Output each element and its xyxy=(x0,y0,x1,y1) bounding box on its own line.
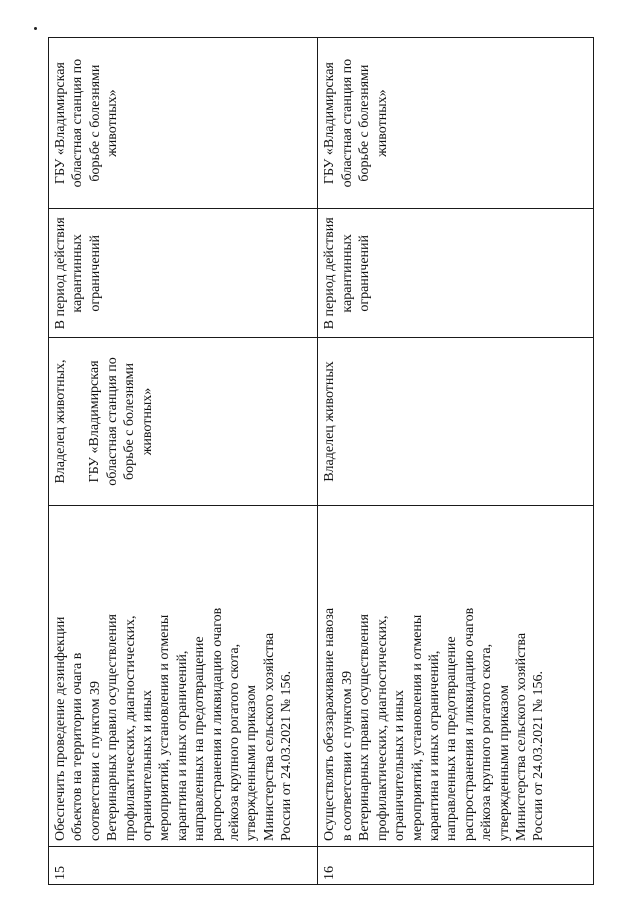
measure-line: соответствии с пунктом 39 xyxy=(87,681,103,841)
responsible-line: животных» xyxy=(374,89,390,157)
measure-line: карантина и иных ограничений, xyxy=(174,650,190,841)
measure-line: мероприятий, установления и отмены xyxy=(157,614,173,841)
rotated-table-wrapper xyxy=(48,37,594,885)
measure-line: лейкоза крупного рогатого скота, xyxy=(227,643,243,841)
term-line: карантинных xyxy=(339,234,355,313)
term-line: ограничений xyxy=(87,234,103,312)
responsible-line: областная станция по xyxy=(339,58,355,188)
row-number: 16 xyxy=(318,846,594,884)
measure-line: утвержденными приказом xyxy=(244,685,260,841)
measure-line: Осуществлять обеззараживание навоза xyxy=(322,607,338,841)
responsible-line: борьбе с болезнями xyxy=(357,64,373,182)
term-line: ограничений xyxy=(357,234,373,312)
scan-speck xyxy=(34,27,37,30)
measure-line: России от 24.03.2021 № 156. xyxy=(279,670,295,841)
executor-spacer xyxy=(69,343,86,499)
measure-line: ограничительных и иных xyxy=(140,690,156,841)
responsible-cell xyxy=(318,38,594,209)
executor-top: Владелец животных, xyxy=(53,359,68,484)
measure-line: Ветеринарных правил осуществления xyxy=(105,614,121,841)
measure-line: карантина и иных ограничений, xyxy=(426,650,442,841)
executor-line: ГБУ «Владимирская xyxy=(87,360,103,483)
measure-line: Министерства сельского хозяйства xyxy=(513,632,529,841)
measure-line: Обеспечить проведение дезинфекции xyxy=(53,616,68,841)
measure-line: объектов на территории очага в xyxy=(70,652,86,841)
table-row xyxy=(49,38,318,885)
responsible-cell xyxy=(49,38,318,209)
responsible-line: ГБУ «Владимирская xyxy=(53,62,68,185)
term-line: В период действия xyxy=(322,217,338,330)
measure-cell xyxy=(49,505,318,846)
responsible-line: животных» xyxy=(105,89,121,157)
executor-line: областная станция по xyxy=(104,357,120,486)
measure-line: мероприятий, установления и отмены xyxy=(409,614,425,841)
measure-cell xyxy=(318,505,594,846)
measures-table xyxy=(48,37,594,885)
responsible-line: борьбе с болезнями xyxy=(87,64,103,182)
term-cell xyxy=(318,209,594,338)
measure-line: распространения и ликвидацию очагов xyxy=(461,607,477,841)
responsible-line: ГБУ «Владимирская xyxy=(322,62,338,185)
row-number: 15 xyxy=(49,846,318,884)
table-row xyxy=(318,38,594,885)
executor-line: животных» xyxy=(139,387,155,456)
executor-top: Владелец животных xyxy=(322,361,338,482)
executor-cell xyxy=(318,338,594,505)
term-cell xyxy=(49,209,318,338)
responsible-line: областная станция по xyxy=(70,58,86,188)
measure-line: Ветеринарных правил осуществления xyxy=(357,614,373,841)
measure-line: утвержденными приказом xyxy=(496,685,512,841)
measure-line: в соответствии с пунктом 39 xyxy=(339,670,355,841)
term-line: В период действия xyxy=(53,217,68,330)
measure-line: Министерства сельского хозяйства xyxy=(261,632,277,841)
executor-line: борьбе с болезнями xyxy=(122,362,138,480)
measure-line: направленных на предотвращение xyxy=(192,636,208,841)
measure-line: ограничительных и иных xyxy=(392,690,408,841)
measure-line: распространения и ликвидацию очагов xyxy=(209,607,225,841)
measure-line: профилактических, диагностических, xyxy=(374,615,390,841)
term-line: карантинных xyxy=(70,234,86,313)
measure-line: направленных на предотвращение xyxy=(444,636,460,841)
measure-line: России от 24.03.2021 № 156. xyxy=(531,670,547,841)
measure-line: лейкоза крупного рогатого скота, xyxy=(479,643,495,841)
executor-cell xyxy=(49,338,318,505)
measure-line: профилактических, диагностических, xyxy=(122,615,138,841)
